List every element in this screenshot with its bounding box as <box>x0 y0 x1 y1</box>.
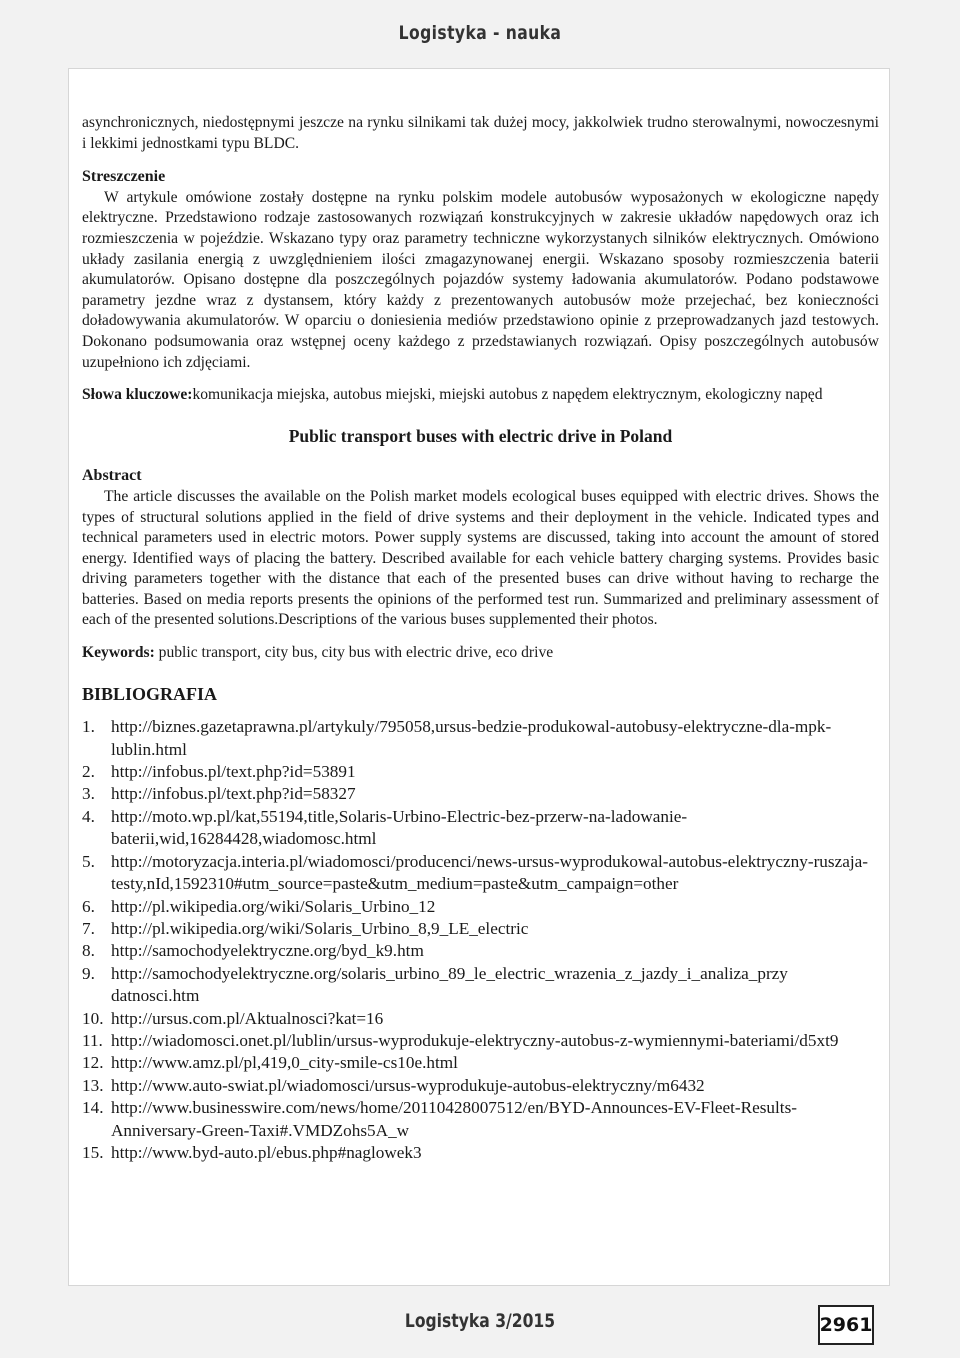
bibliography-list <box>82 716 879 1164</box>
bibliography-link[interactable]: http://infobus.pl/text.php?id=58327 <box>111 784 356 804</box>
bibliography-item <box>82 851 879 896</box>
page-number-box: 2961 <box>818 1305 874 1345</box>
bibliography-item <box>82 1097 879 1142</box>
bibliography-link[interactable]: http://samochodyelektryczne.org/solaris_urbino_89_le_electric_wrazenia_z_jazdy_i_analiza_przy datnosci.htm <box>111 963 788 1006</box>
bibliography-item <box>82 1075 879 1097</box>
bibliography-heading: BIBLIOGRAFIA <box>82 683 218 704</box>
bibliography-number: 9. <box>82 963 95 983</box>
bibliography-link[interactable]: http://www.amz.pl/pl,419,0_city-smile-cs10e.html <box>111 1053 458 1073</box>
bibliography-number: 6. <box>82 896 95 916</box>
bibliography-link[interactable]: http://motoryzacja.interia.pl/wiadomosci/producenci/news-ursus-wyprodukowal-autobus-elektryczny-ruszaja-testy,nId,1592310#utm_source=paste&utm_medium=paste&utm_campaign=other <box>111 851 868 894</box>
bibliography-number: 7. <box>82 918 95 938</box>
bibliography-item <box>82 806 879 851</box>
bibliography-number: 10. <box>82 1008 104 1028</box>
bibliography-link[interactable]: http://www.auto-swiat.pl/wiadomosci/ursus-wyprodukuje-autobus-elektryczny/m6432 <box>111 1075 705 1095</box>
abstract-heading: Abstract <box>82 467 142 485</box>
bibliography-link[interactable]: http://moto.wp.pl/kat,55194,title,Solaris-Urbino-Electric-bez-przerw-na-ladowanie-baterii,wid,16284428,wiadomosc.html <box>111 806 688 849</box>
bibliography-number: 1. <box>82 717 95 737</box>
bibliography-link[interactable]: http://wiadomosci.onet.pl/lublin/ursus-wyprodukuje-elektryczny-autobus-z-wymiennymi-bateriami/d5xt9 <box>111 1030 839 1050</box>
bibliography-number: 2. <box>82 762 95 782</box>
running-title: Logistyka - nauka <box>398 22 562 44</box>
bibliography-item <box>82 1030 879 1052</box>
slowa-kluczowe-text: komunikacja miejska, autobus miejski, miejski autobus z napędem elektrycznym, ekologiczny napęd <box>192 386 823 404</box>
bibliography-link[interactable]: http://ursus.com.pl/Aktualnosci?kat=16 <box>111 1008 384 1028</box>
bibliography-number: 13. <box>82 1075 104 1095</box>
bibliography-item <box>82 1142 879 1164</box>
keywords <box>82 643 879 664</box>
bibliography-item <box>82 940 879 962</box>
bibliography-link[interactable]: http://www.byd-auto.pl/ebus.php#naglowek3 <box>111 1142 422 1162</box>
bibliography-number: 14. <box>82 1098 104 1118</box>
bibliography-number: 8. <box>82 941 95 961</box>
bibliography-item <box>82 918 879 940</box>
bibliography-item <box>82 1052 879 1074</box>
bibliography-number: 4. <box>82 806 95 826</box>
bibliography-item <box>82 1008 879 1030</box>
keywords-label: Keywords: <box>82 644 155 662</box>
bibliography-link[interactable]: http://pl.wikipedia.org/wiki/Solaris_Urbino_12 <box>111 896 436 916</box>
bibliography-link[interactable]: http://pl.wikipedia.org/wiki/Solaris_Urbino_8,9_LE_electric <box>111 918 529 938</box>
intro-continuation: asynchronicznych, niedostępnymi jeszcze na rynku silnikami tak dużej mocy, jakkolwiek trudno sterowalnymi, nowoczesnymi i lekkimi jednostkami typu BLDC. <box>82 114 879 152</box>
slowa-kluczowe-label: Słowa kluczowe: <box>82 386 193 404</box>
bibliography-link[interactable]: http://samochodyelektryczne.org/byd_k9.htm <box>111 941 424 961</box>
bibliography-link[interactable]: http://www.businesswire.com/news/home/20110428007512/en/BYD-Announces-EV-Fleet-Results-Anniversary-Green-Taxi#.VMDZohs5A_w <box>111 1098 797 1140</box>
bibliography-item <box>82 783 879 805</box>
english-title: Public transport buses with electric drive in Poland <box>288 425 673 446</box>
bibliography-number: 15. <box>82 1142 104 1162</box>
bibliography-item <box>82 761 879 783</box>
bibliography-item <box>82 716 879 761</box>
bibliography-number: 3. <box>82 784 95 804</box>
bibliography-item <box>82 963 879 1008</box>
bibliography-number: 5. <box>82 851 95 871</box>
footer-journal: Logistyka 3/2015 <box>404 1310 556 1332</box>
abstract-text: The article discusses the available on the Polish market models ecological buses equipped with electric drives. Shows the types of structural solutions applied in the field of drive systems and their deployment in the vehicle. Indicated types and technical parameters used in electric motors. Power supply systems are discussed, taking into account the amount of stored energy. Identified ways of placing the battery. Described available for each vehicle battery charging systems. Provides basic driving parameters together with the distance that each of the presented buses can drive without having to recharge the batteries. Based on media reports presents the opinions of the performed test run. Summarized and preliminary assessment of each of the presented solutions.Descriptions of the various buses supplemented their photos. <box>82 487 879 629</box>
keywords-text: public transport, city bus, city bus with electric drive, eco drive <box>154 644 554 662</box>
bibliography-number: 11. <box>82 1030 103 1050</box>
bibliography-item <box>82 896 879 918</box>
bibliography-link[interactable]: http://infobus.pl/text.php?id=53891 <box>111 762 356 782</box>
streszczenie-heading: Streszczenie <box>82 168 166 186</box>
streszczenie-text: W artykule omówione zostały dostępne na rynku polskim modele autobusów wyposażonych w ekologiczne napędy elektryczne. Przedstawiono rodzaje zastosowanych rozwiązań konstrukcyjnych w zakresie układów napędowych oraz ich rozmieszczenia w pojeździe. Wskazano typy oraz parametry techniczne wykorzystanych silników elektrycznych. Omówiono układy zasilania energią z uwzględnieniem ilości zmagazynowanej energii. Wskazano sposoby rozmieszczenia baterii akumulatorów. Opisano dostępne dla poszczególnych pojazdów systemy ładowania akumulatorów. Podano podstawowe parametry jezdne wraz z dystansem, który każdy z prezentowanych autobusów może przejechać, bez konieczności doładowywania akumulatorów. W oparciu o doniesienia mediów przedstawiono opinie z przeprowadzanych jazd testowych. Dokonano podsumowania oraz wstępnej oceny każdego z przedstawianych rozwiązań. Opisy poszczególnych autobusów uzupełniono ich zdjęciami. <box>82 188 879 371</box>
slowa-kluczowe <box>82 385 879 406</box>
bibliography-link[interactable]: http://biznes.gazetaprawna.pl/artykuly/795058,ursus-bedzie-produkowal-autobusy-elektryczne-dla-mpk-lublin.html <box>111 717 832 759</box>
bibliography-number: 12. <box>82 1053 104 1073</box>
article-content <box>82 113 879 1164</box>
